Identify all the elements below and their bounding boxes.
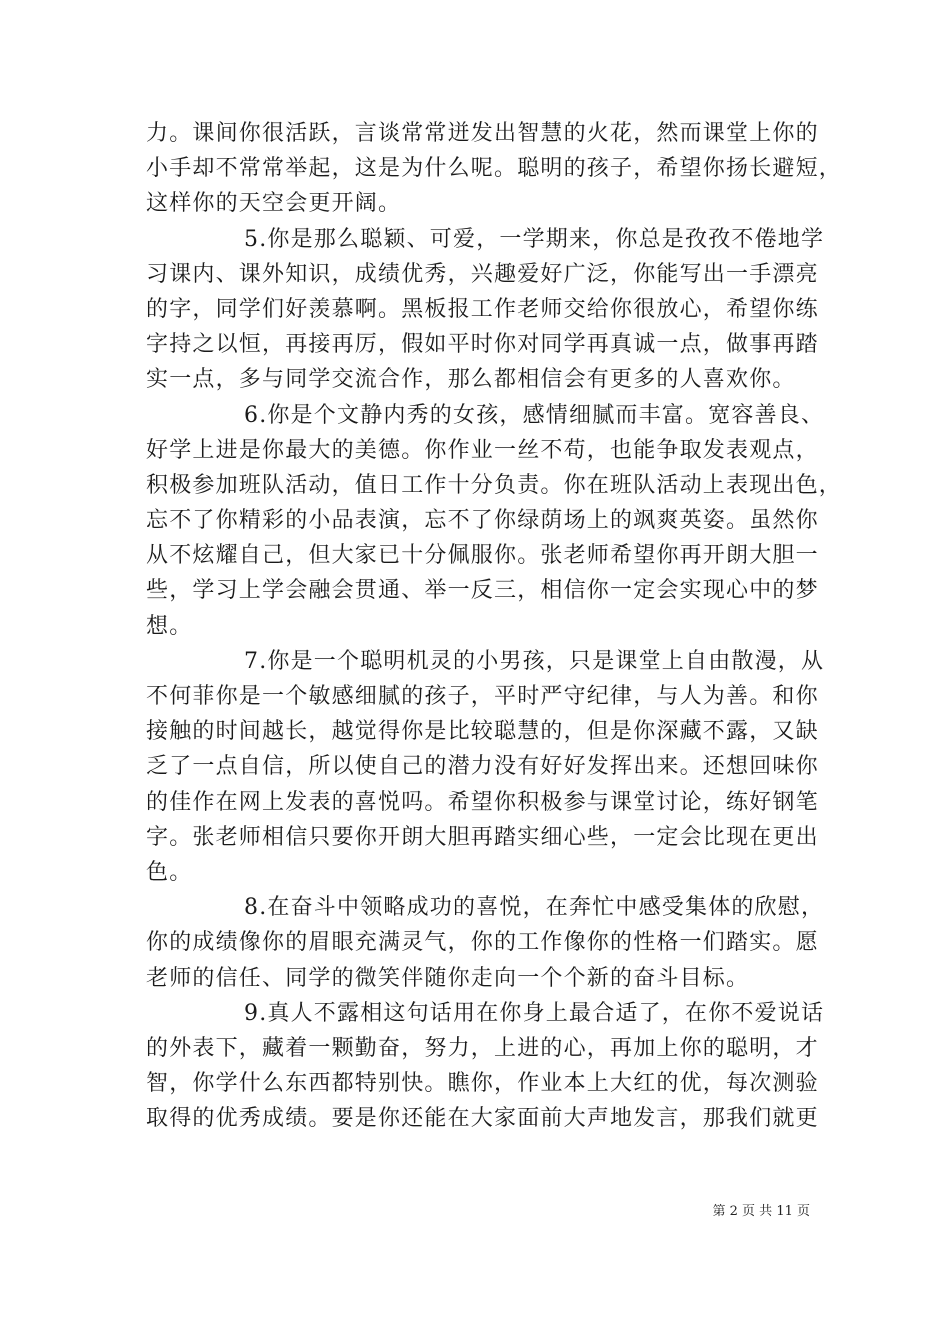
text-line: 从不炫耀自己，但大家已十分佩服你。张老师希望你再开朗大胆一 <box>146 543 819 569</box>
text-line: 好学上进是你最大的美德。你作业一丝不苟，也能争取发表观点， <box>146 437 819 463</box>
text-line: 想。 <box>146 613 193 639</box>
paragraph-6-first-line: 6.你是个文静内秀的女孩，感情细腻而丰富。宽容善良、 <box>244 402 825 428</box>
text-line: 你的成绩像你的眉眼充满灵气，你的工作像你的性格一们踏实。愿 <box>146 930 819 956</box>
text-line: 的外表下，藏着一颗勤奋，努力，上进的心，再加上你的聪明，才 <box>146 1035 819 1061</box>
text-line: 取得的优秀成绩。要是你还能在大家面前大声地发言，那我们就更 <box>146 1106 819 1132</box>
text-line: 乏了一点自信，所以使自己的潜力没有好好发挥出来。还想回味你 <box>146 754 819 780</box>
text-line: 的佳作在网上发表的喜悦吗。希望你积极参与课堂讨论，练好钢笔 <box>146 789 819 815</box>
text-line: 的字，同学们好羡慕啊。黑板报工作老师交给你很放心，希望你练 <box>146 296 819 322</box>
text-line: 不何菲你是一个敏感细腻的孩子，平时严守纪律，与人为善。和你 <box>146 684 819 709</box>
page-number-footer: 第 2 页 共 11 页 <box>712 1204 810 1219</box>
text-line: 力。课间你很活跃，言谈常常迸发出智慧的火花，然而课堂上你的 <box>146 121 819 146</box>
paragraph-9-first-line: 9.真人不露相这句话用在你身上最合适了，在你不爱说话 <box>244 1000 825 1026</box>
paragraph-8-first-line: 8.在奋斗中领略成功的喜悦，在奔忙中感受集体的欣慰， <box>244 895 825 921</box>
text-line: 实一点，多与同学交流合作，那么都相信会有更多的人喜欢你。 <box>146 367 796 393</box>
text-line: 字。张老师相信只要你开朗大胆再踏实细心些，一定会比现在更出 <box>146 824 819 850</box>
text-line: 些，学习上学会融会贯通、举一反三，相信你一定会实现心中的梦 <box>146 578 819 604</box>
text-line: 色。 <box>146 859 193 885</box>
text-line: 习课内、课外知识，成绩优秀，兴趣爱好广泛，你能写出一手漂亮 <box>146 261 819 287</box>
text-line: 这样你的天空会更开阔。 <box>146 191 402 217</box>
text-line: 智，你学什么东西都特别快。瞧你，作业本上大红的优，每次测验 <box>146 1071 819 1097</box>
text-line: 老师的信任、同学的微笑伴随你走向一个个新的奋斗目标。 <box>146 965 750 991</box>
text-line: 小手却不常常举起，这是为什么呢。聪明的孩子，希望你扬长避短， <box>146 156 843 182</box>
body-text <box>146 116 843 1136</box>
text-line: 积极参加班队活动，值日工作十分负责。你在班队活动上表现出色， <box>146 472 843 498</box>
paragraph-5-first-line: 5.你是那么聪颖、可爱，一学期来，你总是孜孜不倦地学 <box>244 226 825 252</box>
paragraph-7-first-line: 7.你是一个聪明机灵的小男孩，只是课堂上自由散漫，从 <box>244 648 825 674</box>
text-line: 忘不了你精彩的小品表演，忘不了你绿荫场上的飒爽英姿。虽然你 <box>146 508 819 534</box>
text-line: 接触的时间越长，越觉得你是比较聪慧的，但是你深藏不露，又缺 <box>146 719 819 745</box>
text-line: 字持之以恒，再接再厉，假如平时你对同学再真诚一点，做事再踏 <box>146 332 819 358</box>
